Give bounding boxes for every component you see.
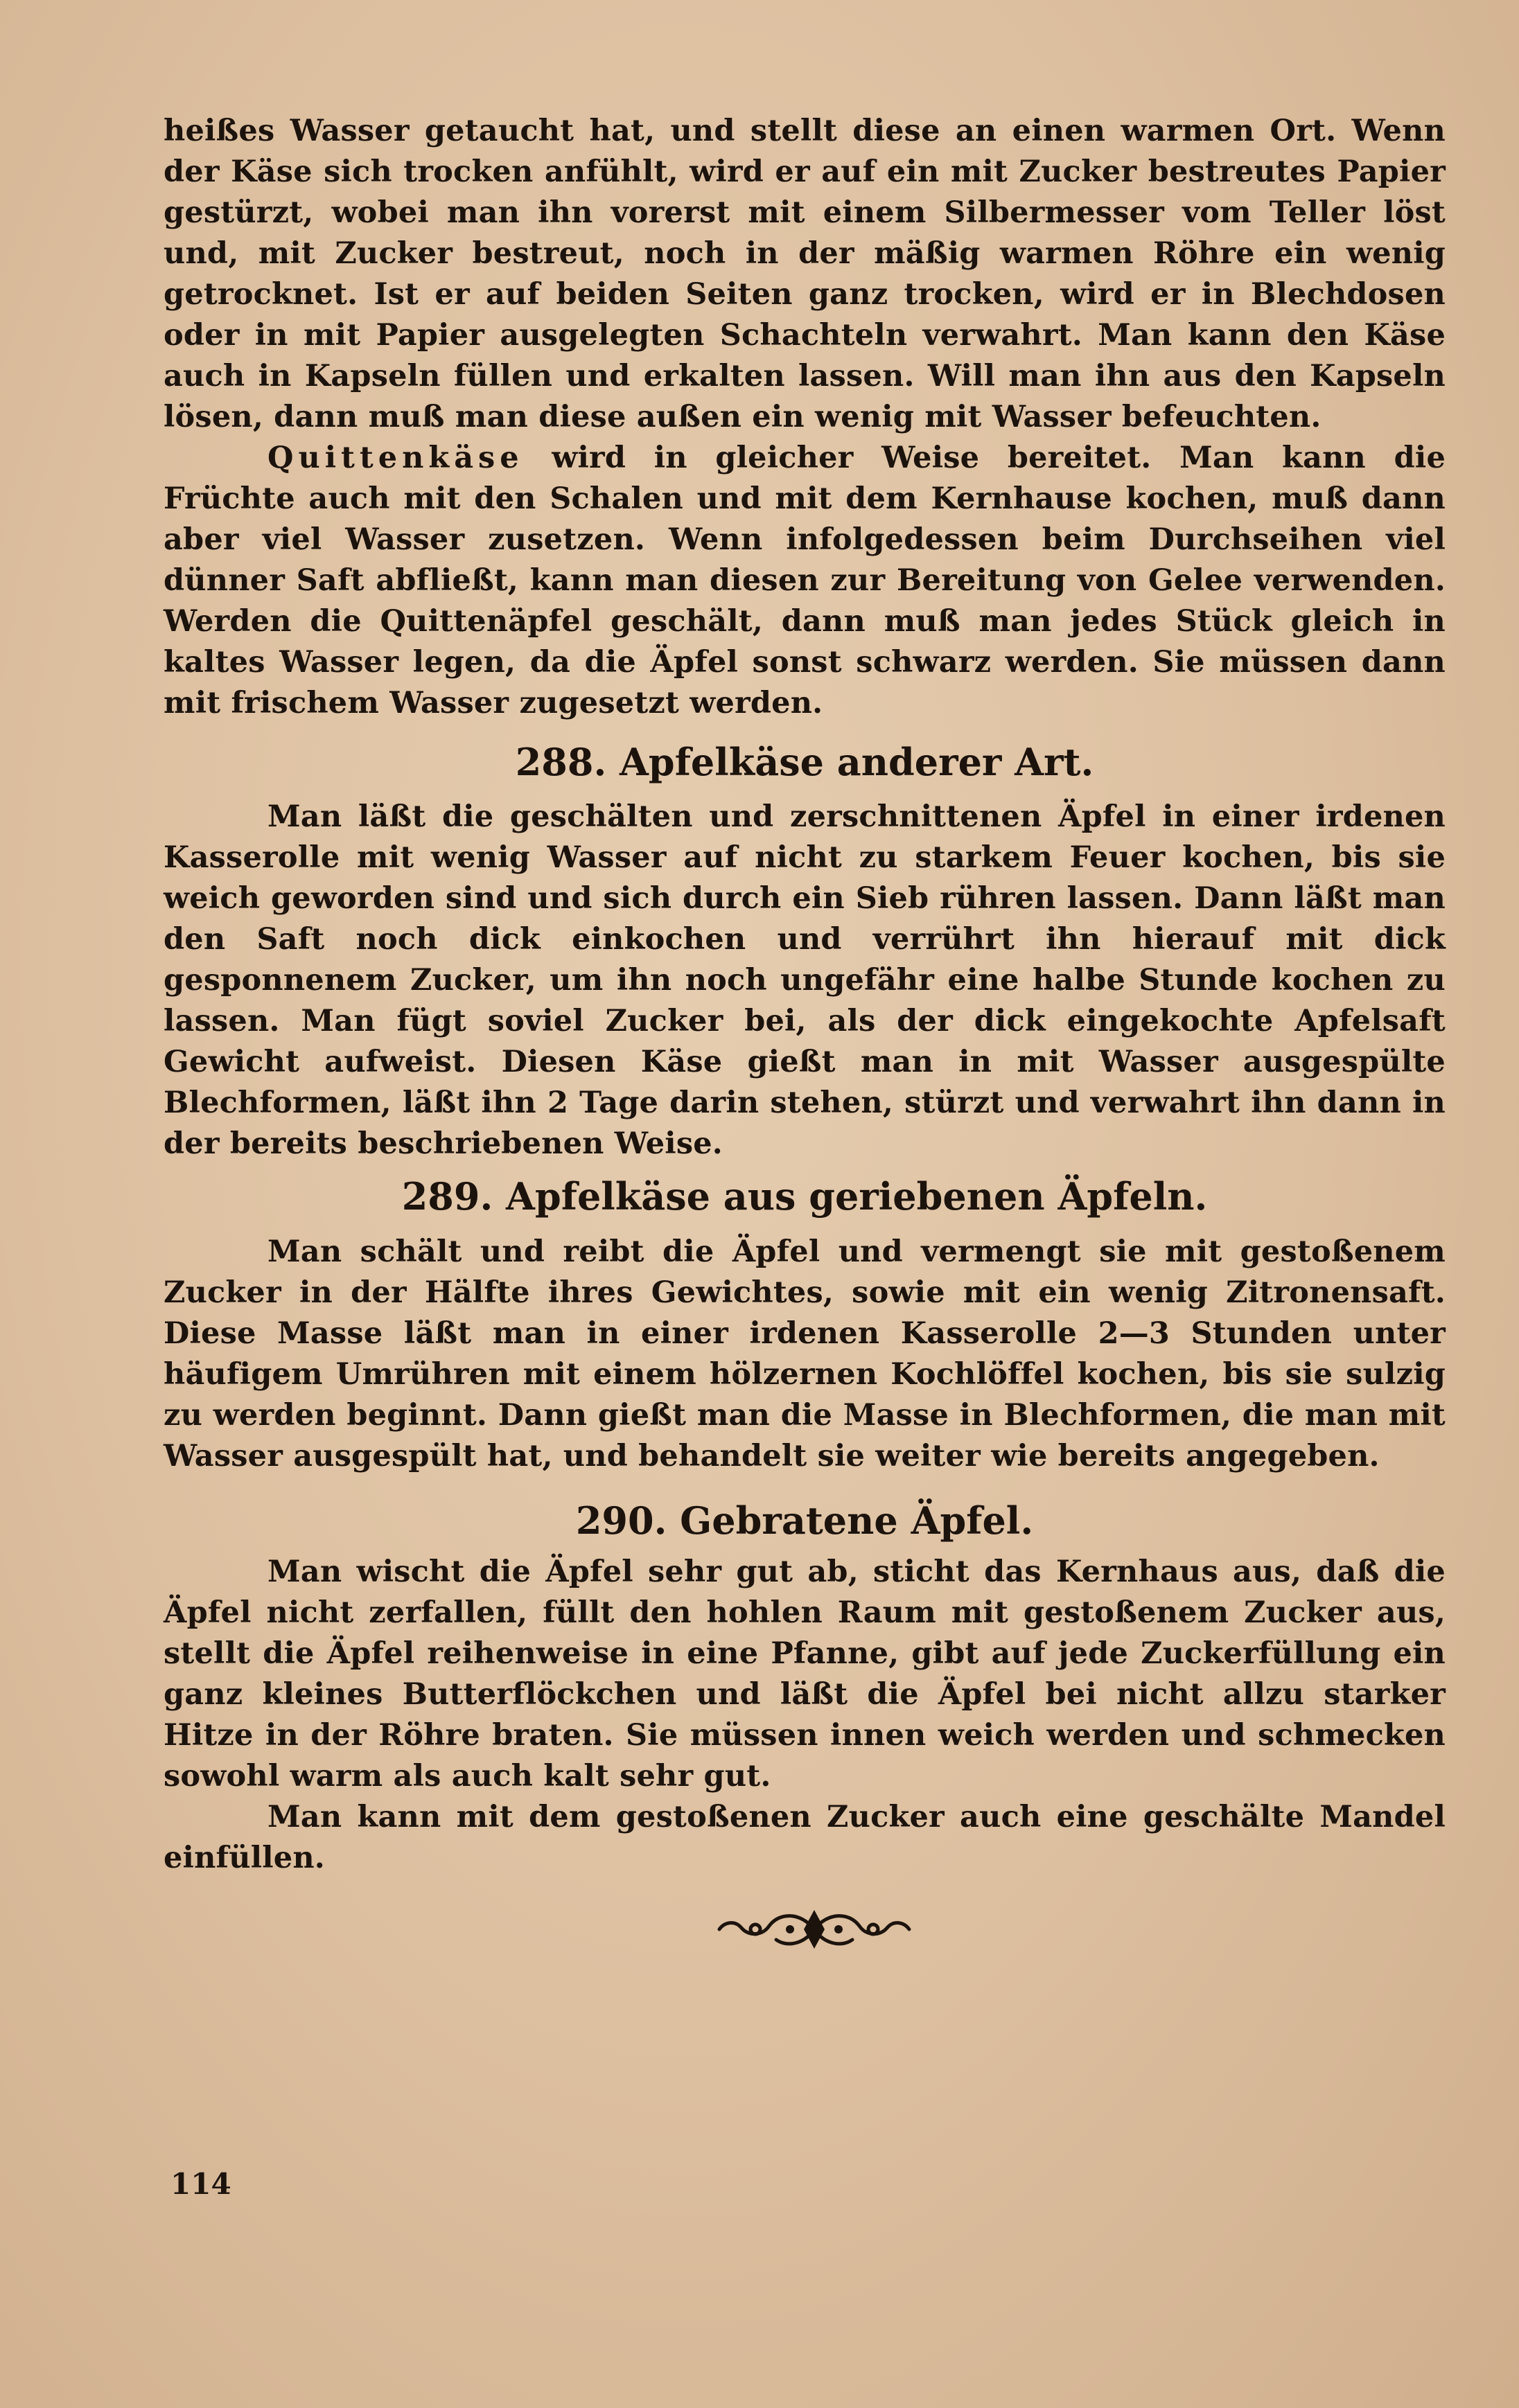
section-heading-289: 289. Apfelkäse aus geriebenen Äpfeln.: [401, 1174, 1208, 1219]
quince-text: wird in gleicher Weise bereitet. Man kann die Früchte auch mit den Schalen und mit dem Kernhause kochen, muß dann aber viel Wasser zusetzen. Wenn infolgedessen beim Durchseihen viel dünner Saft abfließt, kann man diesen zur Bereitung von Gelee verwenden. Werden die Quittenäpfel geschält, dann muß man jedes Stück gleich in kaltes Wasser legen, da die Äpfel sonst schwarz werden. Sie müssen dann mit frischem Wasser zugesetzt werden.: [164, 441, 1446, 720]
page-number: 114: [170, 2167, 231, 2201]
intro-paragraph: heißes Wasser getaucht hat, und stellt diese an einen warmen Ort. Wenn der Käse sich trocken anfühlt, wird er auf ein mit Zucker bestreutes Papier gestürzt, wobei man ihn vorerst mit einem Silbermesser vom Teller löst und, mit Zucker bestreut, noch in der mäßig warmen Röhre ein wenig getrocknet. Ist er auf beiden Seiten ganz trocken, wird er in Blechdosen oder in mit Papier ausgelegten Schachteln verwahrt. Man kann den Käse auch in Kapseln füllen und erkalten lassen. Will man ihn aus den Kapseln lösen, dann muß man diese außen ein wenig mit Wasser befeuchten.: [164, 114, 1446, 434]
section-288-text: [164, 797, 1446, 1165]
section-290-paragraph-1: Man wischt die Äpfel sehr gut ab, sticht das Kernhaus aus, daß die Äpfel nicht zerfallen, füllt den hohlen Raum mit gestoßenem Zucker aus, stellt die Äpfel reihenweise in eine Pfanne, gibt auf jede Zuckerfüllung ein ganz kleines Butterflöckchen und läßt die Äpfel bei nicht allzu starker Hitze in der Röhre braten. Sie müssen innen weich werden und schmecken sowohl warm als auch kalt sehr gut.: [164, 1555, 1446, 1794]
section-290-text: [164, 1552, 1446, 1879]
section-288-paragraph: Man läßt die geschälten und zerschnittenen Äpfel in einer irdenen Kasserolle mit wenig Wasser auf nicht zu starkem Feuer kochen, bis sie weich geworden sind und sich durch ein Sieb rühren lassen. Dann läßt man den Saft noch dick einkochen und verrührt ihn hierauf mit dick gesponnenem Zucker, um ihn noch ungefähr eine halbe Stunde kochen zu lassen. Man fügt soviel Zucker bei, als der dick eingekochte Apfelsaft Gewicht aufweist. Diesen Käse gießt man in mit Wasser ausgespülte Blechformen, läßt ihn 2 Tage darin stehen, stürzt und verwahrt ihn dann in der bereits beschriebenen Weise.: [164, 799, 1446, 1161]
section-heading-290: 290. Gebratene Äpfel.: [575, 1498, 1034, 1543]
quince-term: Quittenkäse: [267, 441, 524, 475]
intro-text: [164, 111, 1446, 724]
section-289-paragraph: Man schält und reibt die Äpfel und vermengt sie mit gestoßenem Zucker in der Hälfte ihres Gewichtes, sowie mit ein wenig Zitronensaft. Diese Masse läßt man in einer irdenen Kasserolle 2—3 Stunden unter häufigem Umrühren mit einem hölzernen Kochlöffel kochen, bis sie sulzig zu werden beginnt. Dann gießt man die Masse in Blechformen, die man mit Wasser ausgespült hat, und behandelt sie weiter wie bereits angegeben.: [164, 1234, 1446, 1473]
section-289-text: [164, 1232, 1446, 1477]
section-290-paragraph-2: Man kann mit dem gestoßenen Zucker auch eine geschälte Mandel einfüllen.: [164, 1800, 1446, 1875]
floral-ornament-icon: [714, 1902, 915, 1957]
quince-paragraph: [164, 438, 1446, 724]
section-heading-288: 288. Apfelkäse anderer Art.: [515, 740, 1094, 784]
